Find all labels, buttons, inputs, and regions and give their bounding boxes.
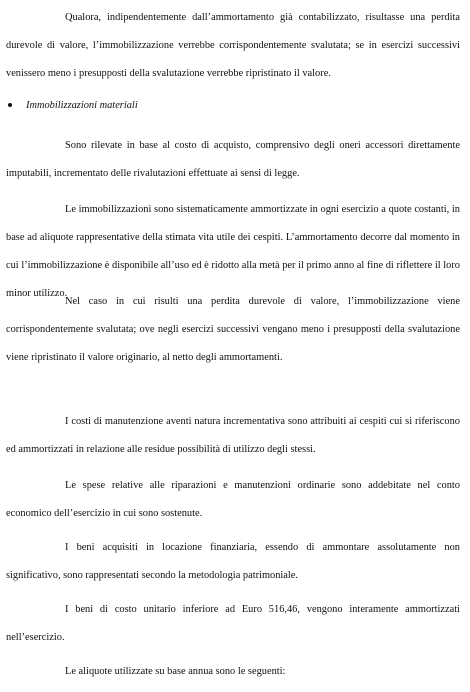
paragraph-depreciation: Le immobilizzazioni sono sistematicamente ammortizzate in ogni esercizio a quote costanti, in base ad aliquote rappresentative della stimata vita utile dei cespiti. L’ammortamento decorre dal momento in cui l’immobilizzazione è disponibile all’uso ed è ridotto alla metà per il primo anno al fine di riflettere il loro minor utilizzo. (6, 204, 460, 299)
paragraph-cost-basis: Sono rilevate in base al costo di acquisto, comprensivo degli oneri accessori direttamente imputabili, incrementato delle rivalutazioni effettuate ai sensi di legge. (6, 140, 460, 179)
bullet-dot-icon (8, 103, 12, 107)
paragraph-low-cost-assets: I beni di costo unitario inferiore ad Euro 516,46, vengono interamente ammortizzati nell’esercizio. (6, 604, 460, 643)
bullet-tangible-assets (6, 92, 460, 120)
paragraph-maintenance-costs: I costi di manutenzione aventi natura incrementativa sono attribuiti ai cespiti cui si riferiscono ed ammortizzati in relazione alle residue possibilità di utilizzo degli stessi. (6, 416, 460, 455)
section-heading-tangible-assets: Immobilizzazioni materiali (26, 100, 138, 111)
paragraph-ordinary-repairs: Le spese relative alle riparazioni e manutenzioni ordinarie sono addebitate nel conto economico dell’esercizio in cui sono sostenute. (6, 480, 460, 519)
paragraph-impairment: Nel caso in cui risulti una perdita durevole di valore, l’immobilizzazione viene corrispondentemente svalutata; ove negli esercizi successivi vengano meno i presupposti della svalutazione viene ripristinato il valore originario, al netto degli ammortamenti. (6, 296, 460, 363)
paragraph-annual-rates: Le aliquote utilizzate su base annua sono le seguenti: (65, 666, 286, 677)
paragraph-impairment-reversal: Qualora, indipendentemente dall’ammortamento già contabilizzato, risultasse una perdita durevole di valore, l’immobilizzazione verrebbe corrispondentemente svalutata; se in esercizi successivi venissero meno i presupposti della svalutazione verrebbe ripristinato il valore. (6, 12, 460, 79)
paragraph-financial-leasing: I beni acquisiti in locazione finanziaria, essendo di ammontare assolutamente non significativo, sono rappresentati secondo la metodologia patrimoniale. (6, 542, 460, 581)
